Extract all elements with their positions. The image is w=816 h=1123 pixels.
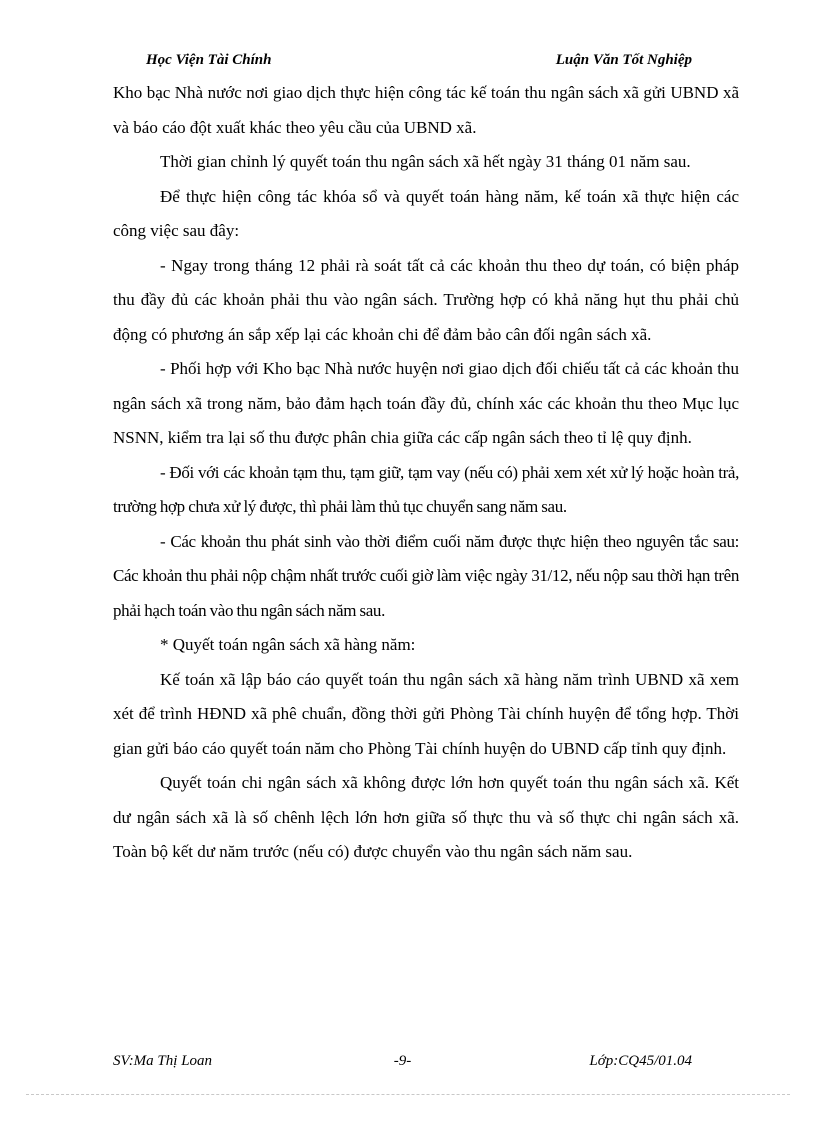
footer-class: Lớp:CQ45/01.04 xyxy=(589,1053,692,1069)
header-document-type: Luận Văn Tốt Nghiệp xyxy=(555,52,692,68)
header-institution: Học Viện Tài Chính xyxy=(146,52,272,68)
page-bottom-divider xyxy=(26,1094,790,1095)
section-heading: * Quyết toán ngân sách xã hàng năm: xyxy=(160,635,416,654)
document-body xyxy=(113,76,739,870)
list-item: - Phối hợp với Kho bạc Nhà nước huyện nơi giao dịch đối chiếu tất cả các khoản thu ngân sách xã trong năm, bảo đảm hạch toán đầy đủ, chính xác các khoản thu theo Mục lục NSNN, kiểm tra lại số thu được phân chia giữa các cấp ngân sách theo tỉ lệ quy định. xyxy=(113,359,739,447)
paragraph: Quyết toán chi ngân sách xã không được lớn hơn quyết toán thu ngân sách xã. Kết dư ngân sách xã là số chênh lệch lớn hơn giữa số thực thu và số thực chi ngân sách xã. Toàn bộ kết dư năm trước (nếu có) được chuyển vào thu ngân sách năm sau. xyxy=(113,773,739,861)
list-item: - Các khoản thu phát sinh vào thời điểm cuối năm được thực hiện theo nguyên tắc sau: Các khoản thu phải nộp chậm nhất trước cuối giờ làm việc ngày 31/12, nếu nộp sau thời hạn trên phải hạch toán vào thu ngân sách năm sau. xyxy=(113,531,739,620)
paragraph: Kế toán xã lập báo cáo quyết toán thu ngân sách xã hàng năm trình UBND xã xem xét để trình HĐND xã phê chuẩn, đồng thời gửi Phòng Tài chính huyện để tổng hợp. Thời gian gửi báo cáo quyết toán năm cho Phòng Tài chính huyện do UBND cấp tỉnh quy định. xyxy=(113,669,739,758)
page-header xyxy=(146,52,692,69)
list-item: - Ngay trong tháng 12 phải rà soát tất cả các khoản thu theo dự toán, có biện pháp thu đầy đủ các khoản phải thu vào ngân sách. Trường hợp có khả năng hụt thu phải chủ động có phương án sắp xếp lại các khoản chi để đảm bảo cân đối ngân sách xã. xyxy=(113,255,739,344)
paragraph: Thời gian chỉnh lý quyết toán thu ngân sách xã hết ngày 31 tháng 01 năm sau. xyxy=(160,152,691,171)
footer-student: SV:Ma Thị Loan xyxy=(113,1053,213,1069)
paragraph: Để thực hiện công tác khóa sổ và quyết toán hàng năm, kế toán xã thực hiện các công việc sau đây: xyxy=(113,186,739,240)
page-footer xyxy=(113,1053,692,1070)
paragraph-continuation: Kho bạc Nhà nước nơi giao dịch thực hiện công tác kế toán thu ngân sách xã gửi UBND xã và báo cáo đột xuất khác theo yêu cầu của UBND xã. xyxy=(113,83,739,137)
page-number: -9- xyxy=(393,1053,412,1069)
list-item: - Đối với các khoản tạm thu, tạm giữ, tạm vay (nếu có) phải xem xét xử lý hoặc hoàn trả, trường hợp chưa xử lý được, thì phải làm thủ tục chuyển sang năm sau. xyxy=(113,462,739,516)
